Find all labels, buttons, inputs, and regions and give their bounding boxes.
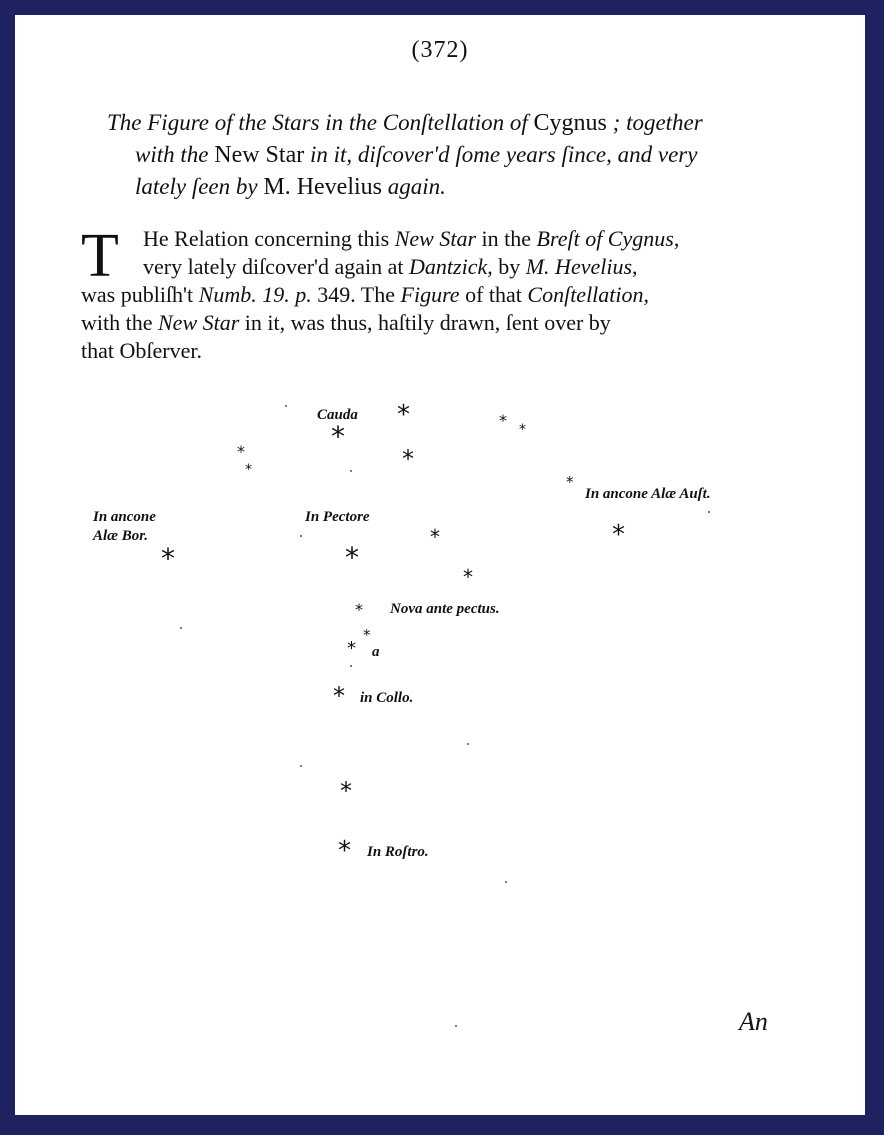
star-icon: * — [499, 411, 507, 430]
body-italic: Conſtellation — [527, 282, 644, 307]
body-line-1 — [81, 225, 781, 253]
body-text: in it, was thus, haſtily drawn, ſent over by — [239, 310, 611, 335]
body-line-2 — [81, 253, 781, 281]
star-icon: * — [347, 638, 356, 659]
speck — [505, 881, 507, 883]
label-rostro: In Roſtro. — [367, 844, 429, 860]
speck — [467, 743, 469, 745]
drop-cap: T — [81, 222, 119, 290]
body-text: was publiſh't — [81, 282, 199, 307]
heading-line-1 — [107, 107, 787, 139]
heading-text: lately ſeen by — [135, 174, 264, 199]
body-italic: Numb. 19. p. — [198, 282, 312, 307]
star-icon: * — [363, 626, 371, 644]
body-italic: Figure — [400, 282, 460, 307]
star-icon: * — [340, 777, 352, 805]
heading-text: The Figure of the Stars in the Conſtellation of — [107, 110, 534, 135]
label-ala-bor-2: Alæ Bor. — [93, 528, 149, 544]
speck — [300, 535, 302, 537]
label-ala-bor-1: In ancone — [93, 509, 156, 525]
heading-line-3 — [107, 171, 787, 203]
page-number: (372) — [411, 37, 469, 63]
star-icon: * — [338, 836, 351, 866]
speck — [300, 765, 302, 767]
star-icon: * — [345, 541, 359, 574]
star-icon: * — [397, 400, 410, 430]
body-text: of that — [459, 282, 528, 307]
heading-line-2 — [107, 139, 787, 171]
body-italic: New Star — [158, 310, 240, 335]
star-icon: * — [245, 462, 252, 478]
label-ala-aust: In ancone Alæ Auſt. — [585, 486, 711, 502]
body-text: , — [632, 254, 638, 279]
body-italic: M. Hevelius — [525, 254, 633, 279]
star-icon: * — [331, 420, 345, 453]
star-icon: * — [161, 542, 175, 575]
body-text: with the — [81, 310, 158, 335]
star-icon: * — [237, 442, 245, 461]
body-italic: New Star — [394, 226, 477, 251]
body-text: He Relation concerning this — [143, 226, 395, 251]
speck — [455, 1025, 457, 1027]
star-icon: * — [612, 520, 625, 550]
catchword: An — [739, 1007, 768, 1036]
figure-heading — [107, 107, 787, 203]
star-icon: * — [333, 682, 345, 710]
heading-hevelius: M. Hevelius — [263, 174, 383, 200]
speck — [285, 405, 287, 407]
body-italic: Dantzick — [409, 254, 488, 279]
star-icon: * — [430, 525, 440, 549]
heading-text: ; together — [606, 110, 703, 135]
body-line-5: that Obſerver. — [81, 338, 202, 363]
speck — [708, 511, 710, 513]
body-text: , by — [487, 254, 526, 279]
label-a: a — [372, 644, 380, 660]
label-collo: in Collo. — [360, 690, 414, 706]
label-pectore: In Pectore — [305, 509, 370, 525]
nova-star-icon: * — [355, 600, 363, 619]
heading-cygnus: Cygnus — [533, 110, 607, 136]
body-line-4 — [81, 309, 781, 337]
heading-new-star: New Star — [214, 142, 305, 168]
speck — [350, 470, 352, 472]
heading-text: again. — [382, 174, 446, 199]
star-icon: * — [566, 473, 574, 491]
star-icon: * — [402, 445, 414, 473]
label-cauda: Cauda — [317, 407, 358, 423]
heading-text: in it, diſcover'd ſome years ſince, and very — [304, 142, 698, 167]
body-text: in the — [476, 226, 537, 251]
speck — [180, 627, 182, 629]
body-italic: Breſt of Cygnus — [536, 226, 674, 251]
body-text: , — [673, 226, 680, 251]
body-text: very lately diſcover'd again at — [143, 254, 410, 279]
body-line-3 — [81, 281, 781, 309]
heading-text: with the — [135, 142, 215, 167]
star-icon: * — [463, 565, 473, 589]
star-icon: * — [519, 422, 526, 438]
speck — [350, 665, 352, 667]
label-nova: Nova ante pectus. — [390, 601, 500, 617]
body-text: , — [643, 282, 650, 307]
body-text: 349. The — [311, 282, 401, 307]
document-page — [15, 15, 865, 1115]
body-paragraph — [81, 222, 781, 365]
